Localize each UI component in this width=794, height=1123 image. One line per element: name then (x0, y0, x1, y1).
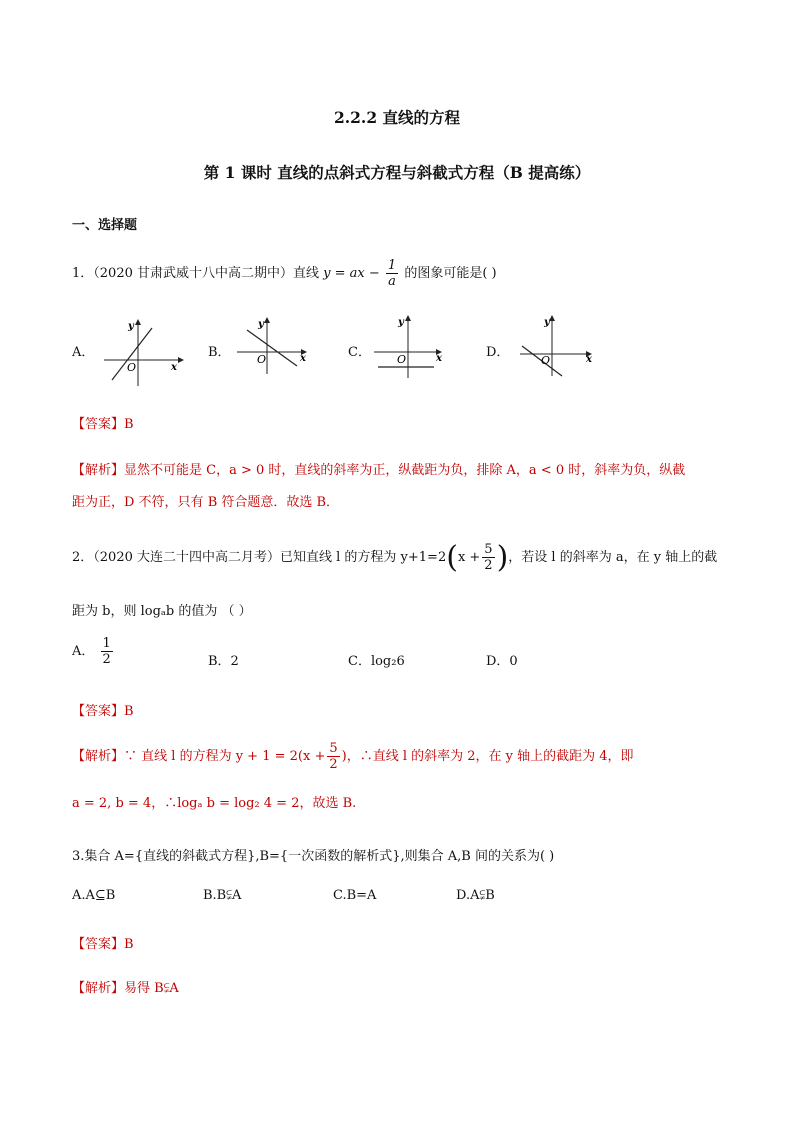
x-axis-label: x (300, 353, 306, 364)
question-1-fraction (386, 258, 398, 289)
q2-option-d: D．0 (486, 654, 518, 669)
question-3-stem: 3.集合 A={直线的斜截式方程},B={一次函数的解析式},则集合 A,B 间的关系为( ) (72, 849, 555, 864)
question-1-suffix: 的图象可能是( ) (404, 266, 497, 281)
answer-value: B (124, 704, 134, 719)
fraction-numerator: 1 (387, 258, 397, 273)
y-axis-label: y (544, 317, 550, 328)
q2-option-c: C．log₂6 (348, 654, 405, 669)
q2-analysis-line-2: a = 2, b = 4，∴logₐ b = log₂ 4 = 2，故选 B. (72, 796, 357, 811)
answer-value: B (124, 417, 134, 432)
page-title: 2.2.2 直线的方程 (333, 108, 461, 127)
q1-option-c-label: C． (348, 345, 371, 360)
question-2-stem (72, 540, 717, 575)
q1-option-b-label: B． (208, 345, 231, 360)
q1-analysis-line-1 (72, 459, 685, 478)
analysis-label: 【解析】 (72, 463, 125, 478)
fraction-numerator: 5 (329, 741, 338, 756)
fraction-numerator: 5 (484, 542, 493, 557)
y-axis-label: y (258, 319, 264, 330)
q2-answer (72, 700, 134, 719)
origin-label: O (397, 353, 407, 366)
origin-label: O (257, 353, 267, 366)
question-1-prefix: 1．（2020 甘肃武威十八中高二期中）直线 (72, 266, 319, 281)
origin-label: O (541, 354, 551, 367)
q2-option-a (72, 636, 115, 667)
q1-answer (72, 413, 134, 432)
q3-answer (72, 933, 134, 952)
q1-analysis-line-2: 距为正，D 不符，只有 B 符合题意．故选 B． (72, 495, 340, 510)
fraction-denominator: 2 (329, 757, 338, 772)
q3-option-c: C.B=A (333, 888, 377, 903)
analysis-label: 【解析】 (72, 749, 125, 764)
q1-option-d-label: D． (486, 345, 510, 360)
q1-graph-a (100, 318, 185, 388)
x-axis-label: x (436, 353, 442, 364)
paren-expr: x + (457, 550, 481, 565)
analysis-label: 【解析】 (72, 981, 125, 996)
analysis-text: 易得 B⫋A (124, 981, 179, 996)
question-1-stem (72, 258, 497, 289)
analysis-text: 显然不可能是 C，a > 0 时，直线的斜率为正，纵截距为负，排除 A，a < 0 时，斜率为负，纵截 (124, 463, 686, 478)
answer-label: 【答案】 (72, 937, 125, 952)
y-axis-label: y (128, 321, 134, 332)
question-1-formula: y = ax − (323, 266, 380, 281)
q1-graph-c (370, 314, 450, 380)
option-a-fraction (101, 636, 113, 667)
analysis-text-pre: ∵ 直线 l 的方程为 y + 1 = 2(x + (124, 749, 326, 764)
q1-graph-d (516, 314, 596, 380)
origin-label: O (127, 361, 137, 374)
fraction-denominator: 2 (102, 652, 111, 667)
analysis-fraction (327, 741, 339, 772)
paren-open: ( (446, 540, 458, 575)
x-axis-label: x (586, 354, 592, 365)
q2-analysis-line-1 (72, 741, 634, 772)
answer-label: 【答案】 (72, 704, 125, 719)
q3-option-a: A.A⊆B (72, 888, 116, 903)
x-axis-label: x (171, 362, 177, 373)
page-subtitle: 第 1 课时 直线的点斜式方程与斜截式方程（B 提高练） (203, 163, 591, 182)
q3-analysis (72, 977, 179, 996)
paren-close: ) (496, 540, 509, 575)
q2-option-b: B．2 (208, 654, 239, 669)
fraction-denominator: 2 (484, 558, 493, 573)
q1-option-a-label: A． (72, 345, 95, 360)
fraction-numerator: 1 (102, 636, 111, 651)
y-axis-label: y (398, 317, 404, 328)
q3-option-b: B.B⫋A (203, 888, 242, 903)
analysis-text-post: )，∴直线 l 的斜率为 2，在 y 轴上的截距为 4，即 (341, 749, 634, 764)
answer-value: B (124, 937, 134, 952)
question-2-prefix: 2．（2020 大连二十四中高二月考）已知直线 l 的方程为 y+1=2 (72, 550, 447, 565)
q3-option-d: D.A⫋B (456, 888, 495, 903)
question-2-fraction (482, 542, 494, 573)
question-2-suffix: ，若设 l 的斜率为 a，在 y 轴上的截 (508, 550, 718, 565)
q1-graph-b (233, 316, 313, 378)
fraction-denominator: a (388, 274, 396, 289)
question-2-line-2: 距为 b，则 logₐb 的值为 （ ） (72, 604, 252, 619)
section-heading: 一、选择题 (72, 218, 138, 233)
answer-label: 【答案】 (72, 417, 125, 432)
option-a-label: A． (72, 644, 95, 659)
